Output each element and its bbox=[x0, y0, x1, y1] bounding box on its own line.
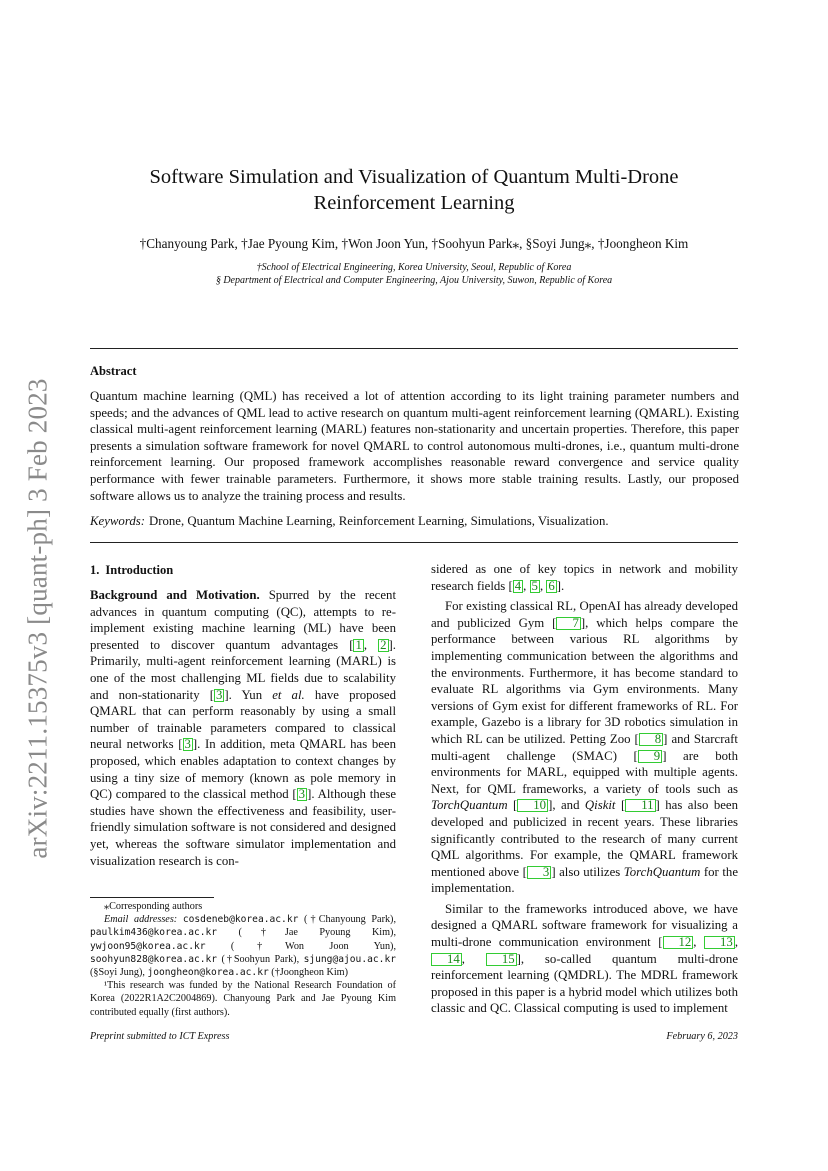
text-run: (†Joongheon Kim) bbox=[268, 967, 348, 979]
intro-paragraph-2 bbox=[431, 598, 738, 897]
funding-note: ¹This research was funded by the National Research Foundation of Korea (2022R1A2C2004869). Chanyoung Park and Jae Pyoung Kim contributed equally (first authors). bbox=[90, 980, 396, 1018]
text-run: ], which helps compare the performance between various RL algorithms by implementing communication between the algorithms and the environments. Furthermore, it has become standard to evaluate RL algorithms via Gym environments. Many versions of Gym exist for different frameworks of RL. For example, Gazebo is a library for 3D robotics simulation in which RL can be utilized. Petting Zoo [ bbox=[431, 615, 739, 746]
text-run: , bbox=[363, 637, 379, 652]
text-run: [ bbox=[615, 798, 626, 813]
citation-link[interactable]: 15 bbox=[486, 953, 517, 966]
text-run: ]. bbox=[556, 578, 565, 593]
text-run: ], and bbox=[548, 798, 585, 813]
email-address[interactable]: joongheon@korea.ac.kr bbox=[147, 967, 269, 979]
text-run: , bbox=[539, 578, 547, 593]
arxiv-id: arXiv:2211.15375v3 [quant-ph] 3 Feb 2023 bbox=[22, 377, 53, 859]
citation-link[interactable]: 6 bbox=[548, 578, 555, 593]
text-run: have proposed QMARL that can perform reasonably by using a small number of trainable parameters compared to classical neural networks [ bbox=[90, 687, 396, 752]
section-heading bbox=[90, 563, 173, 578]
text-run: , bbox=[461, 951, 486, 966]
left-column bbox=[90, 587, 396, 869]
text-run: Spurred by the recent advances in quantum computing (QC), attempts to re-implement existing machine learning (ML) have been presented to discover quantum advantages [ bbox=[90, 588, 396, 652]
text-run: , bbox=[523, 578, 530, 593]
footnote-rule bbox=[90, 897, 214, 898]
section-number: 1. bbox=[90, 563, 100, 577]
text-run: ]. In addition, meta QMARL has been proposed, which enables adaptation to context changes by using a tiny size of memory (known as pole memory in QC) compared to the classical method [ bbox=[90, 737, 396, 802]
library-name: TorchQuantum bbox=[623, 864, 701, 879]
email-address[interactable]: sjung@ajou.ac.kr bbox=[303, 953, 396, 965]
intro-paragraph-1 bbox=[90, 587, 396, 869]
text-run: ] and Starcraft multi-agent challenge (SMAC) [ bbox=[431, 731, 738, 763]
text-run: (§Soyi Jung), bbox=[90, 967, 148, 979]
text-run: ] also utilizes bbox=[551, 864, 624, 879]
email-label: Email addresses: bbox=[104, 914, 178, 926]
citation-link[interactable]: 3 bbox=[215, 687, 223, 702]
email-address[interactable]: soohyun828@korea.ac.kr bbox=[90, 953, 218, 965]
email-address[interactable]: cosdeneb@korea.ac.kr bbox=[182, 914, 299, 926]
citation-link[interactable]: 8 bbox=[639, 733, 663, 746]
text-run: ]. Primarily, multi-agent reinforcement learning (MARL) is one of the most challenging ML fields due to scalability and non-stationarity [ bbox=[90, 637, 396, 702]
text-run: [ bbox=[507, 798, 518, 813]
text-run: ]. Although these studies have shown the effectiveness and feasibility, user-friendly simulation software is not considered and designed yet, whereas the software simulator implementation and visualization research is con- bbox=[90, 787, 397, 868]
text-run: sidered as one of key topics in network and mobility research fields [ bbox=[431, 562, 738, 593]
footer-date: February 6, 2023 bbox=[666, 1031, 738, 1042]
paragraph-lead: Background and Motivation. bbox=[90, 588, 260, 602]
citation-link[interactable]: 7 bbox=[556, 617, 580, 630]
author-list: †Chanyoung Park, †Jae Pyoung Kim, †Won Joon Yun, †Soohyun Park⁎, §Soyi Jung⁎, †Joongheon Kim bbox=[139, 236, 689, 251]
citation-link[interactable]: 10 bbox=[517, 799, 548, 812]
paper-title: Software Simulation and Visualization of Quantum Multi-Drone Reinforcement Learning bbox=[149, 166, 679, 214]
text-run: ], so-called quantum multi-drone reinforcement learning (QMDRL). The MDRL framework proposed in this paper is a hybrid model which utilizes both classic and QC. Classical computing is used to implement bbox=[431, 951, 738, 1016]
text-run: (†Chanyoung Park), bbox=[298, 914, 396, 926]
top-rule bbox=[90, 348, 738, 349]
keywords-label: Keywords: bbox=[90, 514, 145, 528]
citation-link[interactable]: 9 bbox=[638, 750, 662, 763]
affiliation-2: § Department of Electrical and Computer Engineering, Ajou University, Suwon, Republic of Korea bbox=[215, 275, 613, 286]
text-run: (†Jae Pyoung Kim), bbox=[217, 927, 396, 939]
citation-link[interactable]: 14 bbox=[431, 953, 462, 966]
text-run: , bbox=[734, 935, 739, 950]
bottom-rule bbox=[90, 542, 738, 543]
keywords bbox=[90, 514, 739, 529]
et-al: et al. bbox=[272, 687, 305, 702]
email-note bbox=[90, 913, 396, 979]
abstract-text: Quantum machine learning (QML) has received a lot of attention according to its light training parameter numbers and speeds; and the advances of QML lead to active research on quantum multi-agent reinforcement learning (QMARL). Existing classical multi-agent reinforcement learning (MARL) features non-stationarity and uncertain properties. Therefore, this paper presents a simulation software framework for novel QMARL to control autonomous multi-drones, i.e., quantum multi-drone reinforcement learning. Our proposed framework accomplishes reasonable reward convergence and service quality performance with fewer trainable parameters. Furthermore, it shows more stable training results. Lastly, our proposed software allows us to analyze the training process and results. bbox=[90, 389, 739, 503]
text-run: , bbox=[693, 935, 705, 950]
section-title: Introduction bbox=[105, 563, 174, 577]
text-run: Similar to the frameworks introduced above, we have designed a QMARL software framework for visualizing a multi-drone communication environment [ bbox=[431, 901, 738, 950]
email-address[interactable]: paulkim436@korea.ac.kr bbox=[90, 927, 218, 939]
citation-link[interactable]: 2 bbox=[380, 637, 387, 652]
library-name: Qiskit bbox=[584, 798, 616, 813]
citation-link[interactable]: 3 bbox=[184, 737, 191, 752]
citation-link[interactable]: 1 bbox=[355, 637, 362, 652]
text-run: (†Won Joon Yun), bbox=[205, 940, 396, 952]
intro-paragraph-3 bbox=[431, 901, 738, 1017]
right-column bbox=[431, 561, 738, 1017]
keywords-text: Drone, Quantum Machine Learning, Reinforcement Learning, Simulations, Visualization. bbox=[148, 514, 609, 528]
text-run: ]. Yun bbox=[224, 687, 273, 702]
citation-link[interactable]: 13 bbox=[704, 936, 735, 949]
text-run: (†Soohyun Park), bbox=[217, 953, 304, 965]
text-run: For existing classical RL, OpenAI has already developed and publicized Gym [ bbox=[431, 599, 738, 630]
footer-journal: Preprint submitted to ICT Express bbox=[90, 1031, 230, 1042]
text-run: for the implementation. bbox=[431, 864, 738, 896]
email-address[interactable]: ywjoon95@korea.ac.kr bbox=[90, 940, 206, 952]
citation-link[interactable]: 3 bbox=[298, 787, 306, 802]
corresponding-note: ⁎Corresponding authors bbox=[104, 901, 203, 912]
citation-link[interactable]: 3 bbox=[527, 866, 551, 879]
affiliation-1: †School of Electrical Engineering, Korea University, Seoul, Republic of Korea bbox=[256, 262, 572, 273]
arxiv-stamp bbox=[6, 358, 70, 878]
text-run: ] are both environments for MARL, equipped with multiple agents. Next, for QML frameworks, a variety of tools such as bbox=[431, 748, 738, 796]
citation-link[interactable]: 5 bbox=[531, 578, 538, 593]
abstract-heading: Abstract bbox=[90, 364, 137, 378]
intro-continuation bbox=[431, 561, 738, 594]
citation-link[interactable]: 11 bbox=[625, 799, 655, 812]
footnotes bbox=[90, 900, 396, 1019]
text-run: ] has also been developed and publicized in recent years. These libraries significantly contributed to the research of many current QML algorithms. For example, the QMARL framework mentioned above [ bbox=[431, 798, 738, 879]
citation-link[interactable]: 12 bbox=[663, 936, 694, 949]
library-name: TorchQuantum bbox=[431, 798, 508, 813]
citation-link[interactable]: 4 bbox=[514, 578, 522, 593]
